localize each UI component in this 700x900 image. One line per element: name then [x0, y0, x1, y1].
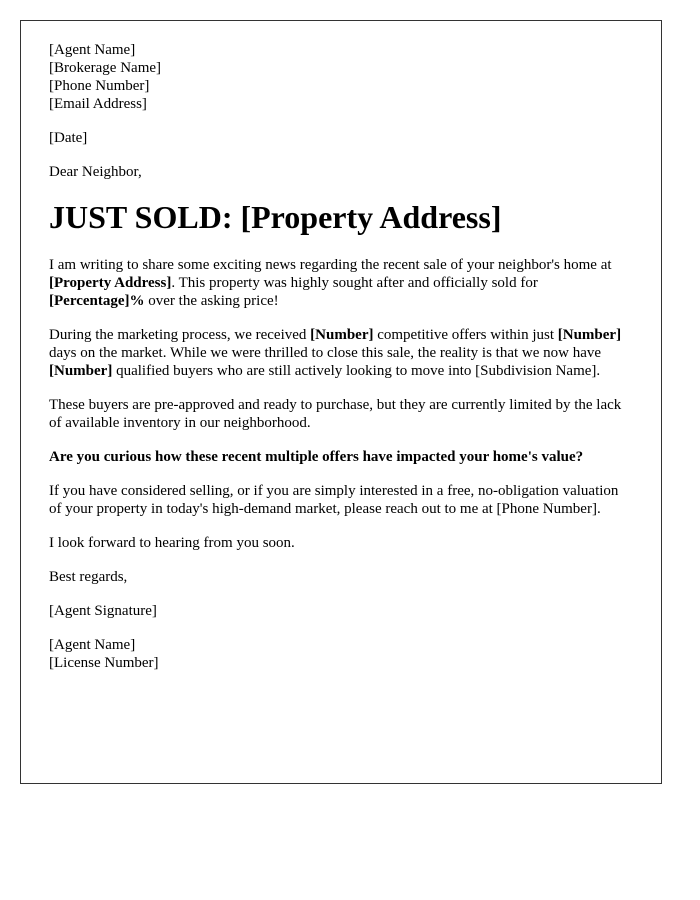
paragraph-sale-news [49, 256, 633, 310]
paragraph-closing-note: I look forward to hearing from you soon. [49, 535, 295, 551]
buyers-number-placeholder: [Number] [49, 363, 113, 379]
sender-email-address: [Email Address] [49, 96, 147, 112]
text: over the asking price! [144, 293, 279, 309]
text: During the marketing process, we received [49, 327, 311, 343]
sender-brokerage-name: [Brokerage Name] [49, 60, 162, 76]
percentage-placeholder: [Percentage]% [49, 293, 145, 309]
sender-phone-number: [Phone Number] [49, 78, 150, 94]
paragraph-valuation: If you have considered selling, or if you are simply interested in a free, no-obligation valuation of your property in today's high-demand market, please reach out to me at [Phone Number]. [49, 483, 619, 517]
offers-number-placeholder: [Number] [310, 327, 374, 343]
paragraph-buyers: These buyers are pre-approved and ready to purchase, but they are currently limited by the lack of available inventory in our neighborhood. [49, 397, 622, 431]
text: competitive offers within just [373, 327, 558, 343]
letter-document [20, 20, 662, 784]
paragraph-marketing-process [49, 326, 633, 380]
text: qualified buyers who are still actively looking to move into [Subdivision Name]. [112, 363, 601, 379]
property-address-placeholder: [Property Address] [49, 275, 172, 291]
closing: Best regards, [49, 569, 128, 585]
footer-block [49, 636, 633, 672]
question-line [49, 448, 633, 466]
footer-license-number: [License Number] [49, 655, 159, 671]
sender-block [49, 41, 633, 113]
question-text: Are you curious how these recent multiple offers have impacted your home's value? [49, 449, 584, 465]
sender-agent-name: [Agent Name] [49, 42, 136, 58]
text: . This property was highly sought after and officially sold for [171, 275, 538, 291]
salutation: Dear Neighbor, [49, 164, 142, 180]
letter-date: [Date] [49, 130, 88, 146]
signature: [Agent Signature] [49, 603, 157, 619]
text: I am writing to share some exciting news regarding the recent sale of your neighbor's home at [49, 257, 612, 273]
footer-agent-name: [Agent Name] [49, 637, 136, 653]
text: days on the market. While we were thrilled to close this sale, the reality is that we now have [49, 345, 602, 361]
letter-heading: JUST SOLD: [Property Address] [49, 199, 502, 235]
days-number-placeholder: [Number] [557, 327, 622, 343]
